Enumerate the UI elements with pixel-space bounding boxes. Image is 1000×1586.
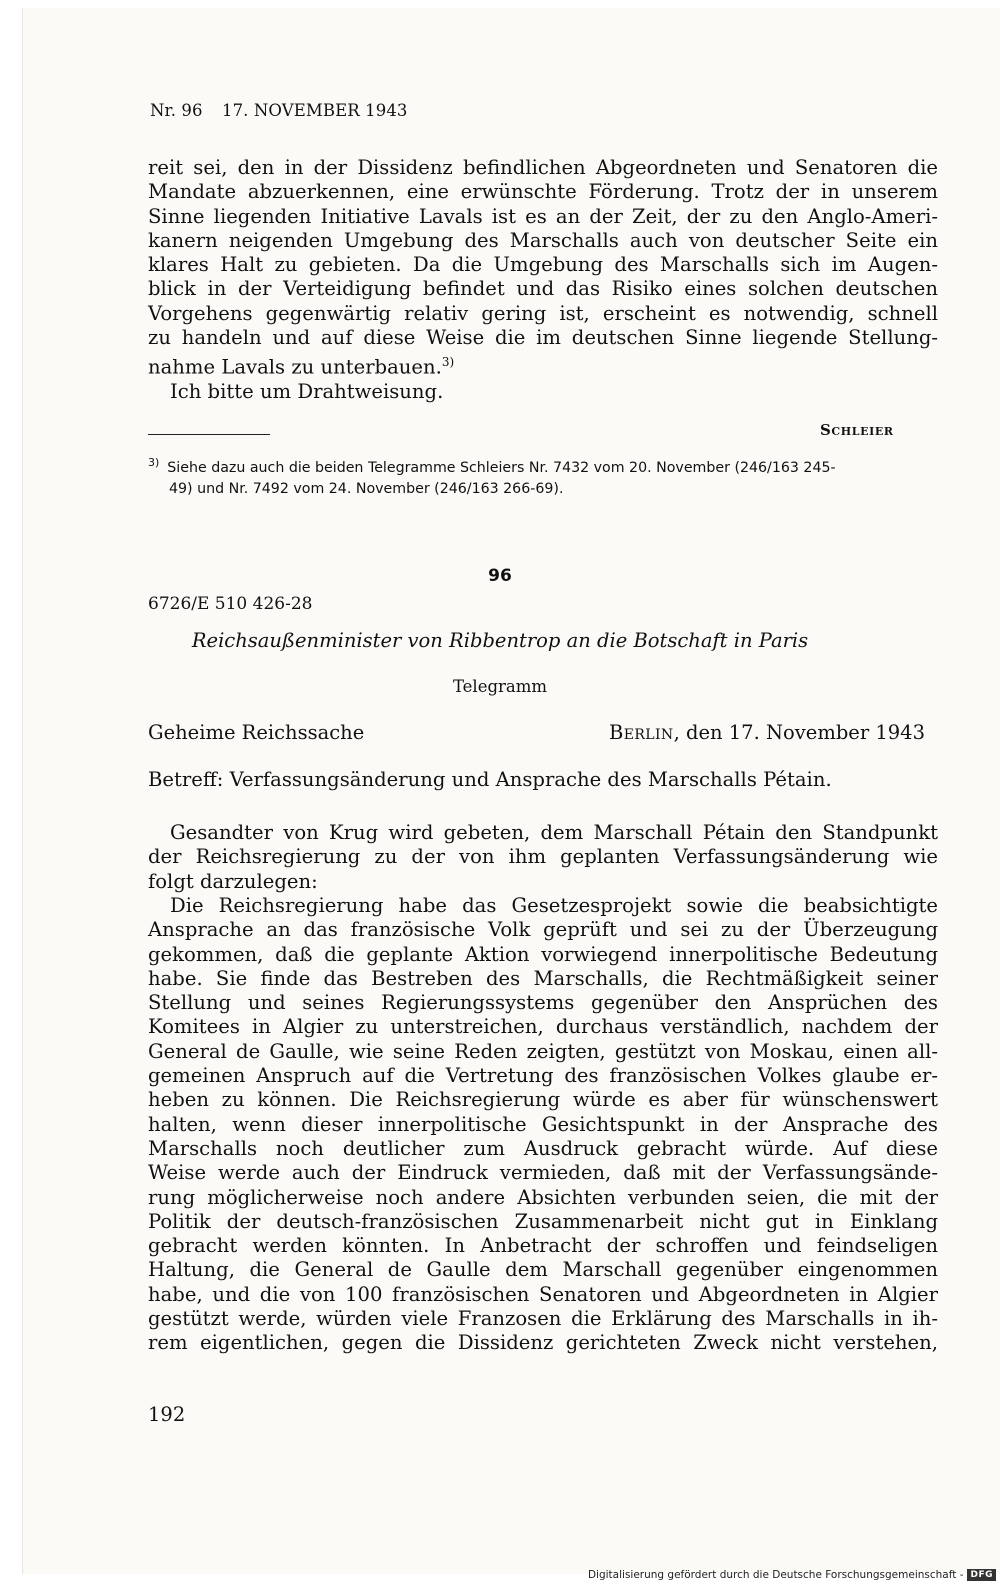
text-line: Komitees in Algier zu unterstreichen, durchaus verständlich, nachdem der [148,1015,938,1039]
signature: Schleier [820,421,894,439]
text-line: gestützt werde, würden viele Franzosen die Erklärung des Marschalls in ih- [148,1307,938,1331]
paragraph-2 [148,894,938,1356]
text-line: Marschalls noch deutlicher zum Ausdruck gebracht würde. Auf diese [148,1136,938,1160]
place-date [609,721,925,744]
running-head-number: Nr. 96 [150,101,203,120]
footnote-reference: 3) [441,355,455,370]
digitization-notice-text: Digitalisierung gefördert durch die Deutsche Forschungsgemeinschaft - [587,1569,964,1581]
text-line: habe, und die von 100 französischen Senatoren und Abgeordneten in Algier [148,1282,938,1306]
footnote-line [148,456,836,476]
footnote-rule [148,434,270,435]
classification: Geheime Reichssache [148,721,365,744]
text-line: Haltung, die General de Gaulle dem Marschall gegenüber eingenommen [148,1258,938,1282]
place: Berlin [609,721,674,744]
text-line: rung möglicherweise noch andere Absichten verbunden seien, die mit der [148,1185,938,1209]
text-line: rem eigentlichen, gegen die Dissidenz gerichteten Zweck nicht verstehen, [148,1331,938,1355]
text-line: zu handeln und auf diese Weise die im deutschen Sinne liegende Stellung- [148,326,938,350]
text-line: klares Halt zu gebieten. Da die Umgebung des Marschalls sich im Augen- [148,253,938,277]
text-line: Ansprache an das französische Volk geprüft und sei zu der Überzeugung [148,918,938,942]
continued-text [148,156,938,405]
text-line [148,350,938,380]
text-line: reit sei, den in der Dissidenz befindlichen Abgeordneten und Senatoren die [148,156,938,179]
text-line: Weise werde auch der Eindruck vermieden, daß mit der Verfassungsände- [148,1161,938,1185]
text-line: kanern neigenden Umgebung des Marschalls auch von deutscher Seite ein [148,228,938,252]
document-type: Telegramm [452,677,548,696]
text-line-end: nahme Lavals zu unterbauen. [148,355,442,379]
footnote-mark: 3) [148,456,160,469]
text-line: Sinne liegenden Initiative Lavals ist es an der Zeit, der zu den Anglo-Ameri- [148,204,938,228]
text-line: heben zu können. Die Reichsregierung würde es aber für wünschenswert [148,1088,938,1112]
text-line: folgt darzulegen: [148,869,318,893]
document-heading: Reichsaußenminister von Ribbentrop an die Botschaft in Paris [191,629,809,652]
digitization-notice [588,1566,996,1584]
dfg-logo: DFG [967,1569,996,1581]
paragraph-1 [148,821,938,894]
text-line: Gesandter von Krug wird gebeten, dem Marschall Pétain den Standpunkt [170,821,938,844]
text-line: habe. Sie finde das Bestreben des Marschalls, die Rechtmäßigkeit seiner [148,966,938,990]
footnote [148,452,938,500]
film-reference: 6726/E 510 426-28 [148,594,313,614]
text-line: gebracht werden könnten. In Anbetracht der schroffen und feindseligen [148,1234,938,1258]
text-line: General de Gaulle, wie seine Reden zeigten, gestützt von Moskau, einen all- [148,1039,938,1063]
text-line: Die Reichsregierung habe das Gesetzesprojekt sowie die beabsichtigte [170,894,938,917]
closing-line: Ich bitte um Drahtweisung. [170,380,444,404]
text-line: blick in der Verteidigung befindet und das Risiko eines solchen deutschen [148,277,938,301]
text-line: Mandate abzuerkennen, eine erwünschte Förderung. Trotz der in unserem [148,180,938,204]
document-number: 96 [488,566,512,586]
running-head [150,101,408,120]
text-line: Stellung und seines Regierungssystems gegenüber den Ansprüchen des [148,991,938,1015]
text-line: halten, wenn dieser innerpolitische Gesichtspunkt in der Ansprache des [148,1112,938,1136]
text-line: Politik der deutsch-französischen Zusammenarbeit nicht gut in Einklang [148,1209,938,1233]
running-head-date: 17. NOVEMBER 1943 [221,101,408,120]
text-line: der Reichsregierung zu der von ihm geplanten Verfassungsänderung wie [148,845,938,869]
subject-line: Betreff: Verfassungsänderung und Ansprache des Marschalls Pétain. [148,768,832,791]
page-number: 192 [148,1403,186,1426]
date: , den 17. November 1943 [673,721,925,744]
text-line: Vorgehens gegenwärtig relativ gering ist, erscheint es notwendig, schnell [148,301,938,325]
text-line: gemeinen Anspruch auf die Vertretung des französischen Volkes glaube er- [148,1064,938,1088]
footnote-line: 49) und Nr. 7492 vom 24. November (246/163 266-69). [169,480,564,497]
footnote-text: Siehe dazu auch die beiden Telegramme Schleiers Nr. 7432 vom 20. November (246/163 245- [167,459,836,476]
text-line: gekommen, daß die geplante Aktion vorwiegend innerpolitische Bedeutung [148,942,938,966]
